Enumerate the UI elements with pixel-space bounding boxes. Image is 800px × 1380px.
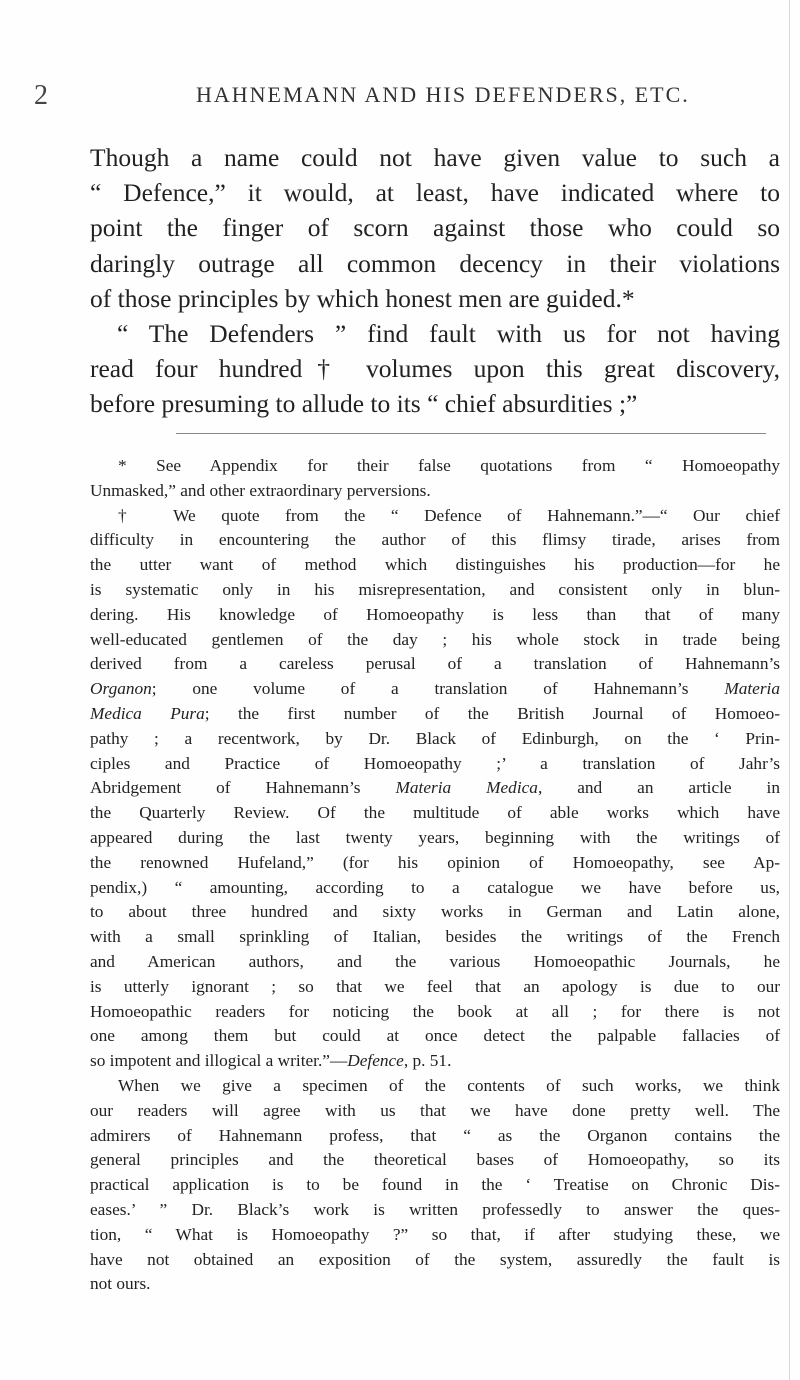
closing-line: general principles and the theoretical bases of Homoeopathy, so its [90, 1150, 780, 1170]
footnote-line: the utter want of method which distinguishes his production—for he [90, 555, 780, 575]
body-line: “ The Defenders ” find fault with us for not having [117, 319, 780, 349]
footnote-line: Medica Pura; the first number of the British Journal of Homoeo- [90, 703, 780, 723]
footnote-line: appeared during the last twenty years, beginning with the writings of [90, 827, 780, 847]
footnote-line: difficulty in encountering the author of this flimsy tirade, arises from [90, 530, 780, 550]
page-edge [789, 0, 790, 1380]
footnotes [90, 454, 780, 1297]
closing-line: have not obtained an exposition of the system, assuredly the fault is [90, 1249, 780, 1269]
footnote-line: ciples and Practice of Homoeopathy ;’ a translation of Jahr’s [90, 753, 780, 773]
footnote-line: Homoeopathic readers for noticing the book at all ; for there is not [90, 1001, 780, 1021]
footnote-line: well-educated gentlemen of the day ; his whole stock in trade being [90, 629, 780, 649]
footnote-line: Organon; one volume of a translation of Hahnemann’s Materia [90, 679, 780, 699]
closing-line: eases.’ ” Dr. Black’s work is written professedly to answer the ques- [90, 1199, 780, 1219]
footnote-line: pathy ; a recentwork, by Dr. Black of Edinburgh, on the ‘ Prin- [90, 728, 780, 748]
footnote-line: derived from a careless perusal of a translation of Hahnemann’s [90, 654, 780, 674]
footnote-line: is systematic only in his misrepresentation, and consistent only in blun- [90, 579, 780, 599]
body-text [90, 140, 780, 422]
body-line: read four hundred† volumes upon this great discovery, [90, 354, 780, 384]
footnote-line: dering. His knowledge of Homoeopathy is less than that of many [90, 604, 780, 624]
footnote-line: so impotent and illogical a writer.”—Defence, p. 51. [90, 1051, 452, 1071]
footnote-line: the renowned Hufeland,” (for his opinion of Homoeopathy, see Ap- [90, 852, 780, 872]
footnote-line: Unmasked,” and other extraordinary perversions. [90, 480, 431, 500]
footnote-line: and American authors, and the various Homoeopathic Journals, he [90, 951, 780, 971]
title-organon: Organon [90, 679, 152, 699]
footnote-line: one among them but could at once detect the palpable fallacies of [90, 1026, 780, 1046]
title-materia-medica: Materia Medica [395, 778, 538, 798]
title-materia: Materia [724, 679, 780, 699]
body-line: of those principles by which honest men are guided.* [90, 283, 635, 313]
footnote-line: Abridgement of Hahnemann’s Materia Medica, and an article in [90, 778, 780, 798]
closing-line: our readers will agree with us that we have done pretty well. The [90, 1100, 780, 1120]
body-line: “ Defence,” it would, at least, have indicated where to [90, 178, 780, 208]
body-line: daringly outrage all common decency in their violations [90, 248, 780, 278]
body-line: point the finger of scorn against those who could so [90, 213, 780, 243]
footnote-line: is utterly ignorant ; so that we feel that an apology is due to our [90, 976, 780, 996]
closing-line: When we give a specimen of the contents of such works, we think [118, 1075, 780, 1095]
running-title: HAHNEMANN AND HIS DEFENDERS, ETC. [196, 82, 690, 107]
footnote-line: the Quarterly Review. Of the multitude of able works which have [90, 803, 780, 823]
closing-line: tion, “ What is Homoeopathy ?” so that, if after studying these, we [90, 1224, 780, 1244]
footnote-line: * See Appendix for their false quotations from “ Homoeopathy [118, 456, 780, 475]
closing-line: not ours. [90, 1274, 151, 1294]
closing-line: practical application is to be found in the ‘ Treatise on Chronic Dis- [90, 1175, 780, 1195]
footnote-divider [176, 433, 766, 434]
footnote-line: with a small sprinkling of Italian, besides the writings of the French [90, 927, 780, 947]
title-medica-pura: Medica Pura [90, 703, 205, 723]
body-line: Though a name could not have given value to such a [90, 143, 780, 172]
title-defence: Defence [347, 1051, 404, 1071]
footnote-line: to about three hundred and sixty works in German and Latin alone, [90, 902, 780, 922]
footnote-line: † We quote from the “ Defence of Hahnemann.”—“ Our chief [118, 505, 780, 525]
body-line: before presuming to allude to its “ chief absurdities ;” [90, 389, 638, 419]
footnote-line: pendix,) “ amounting, according to a catalogue we have before us, [90, 877, 780, 897]
page-number: 2 [34, 80, 48, 111]
closing-line: admirers of Hahnemann profess, that “ as the Organon contains the [90, 1125, 780, 1145]
